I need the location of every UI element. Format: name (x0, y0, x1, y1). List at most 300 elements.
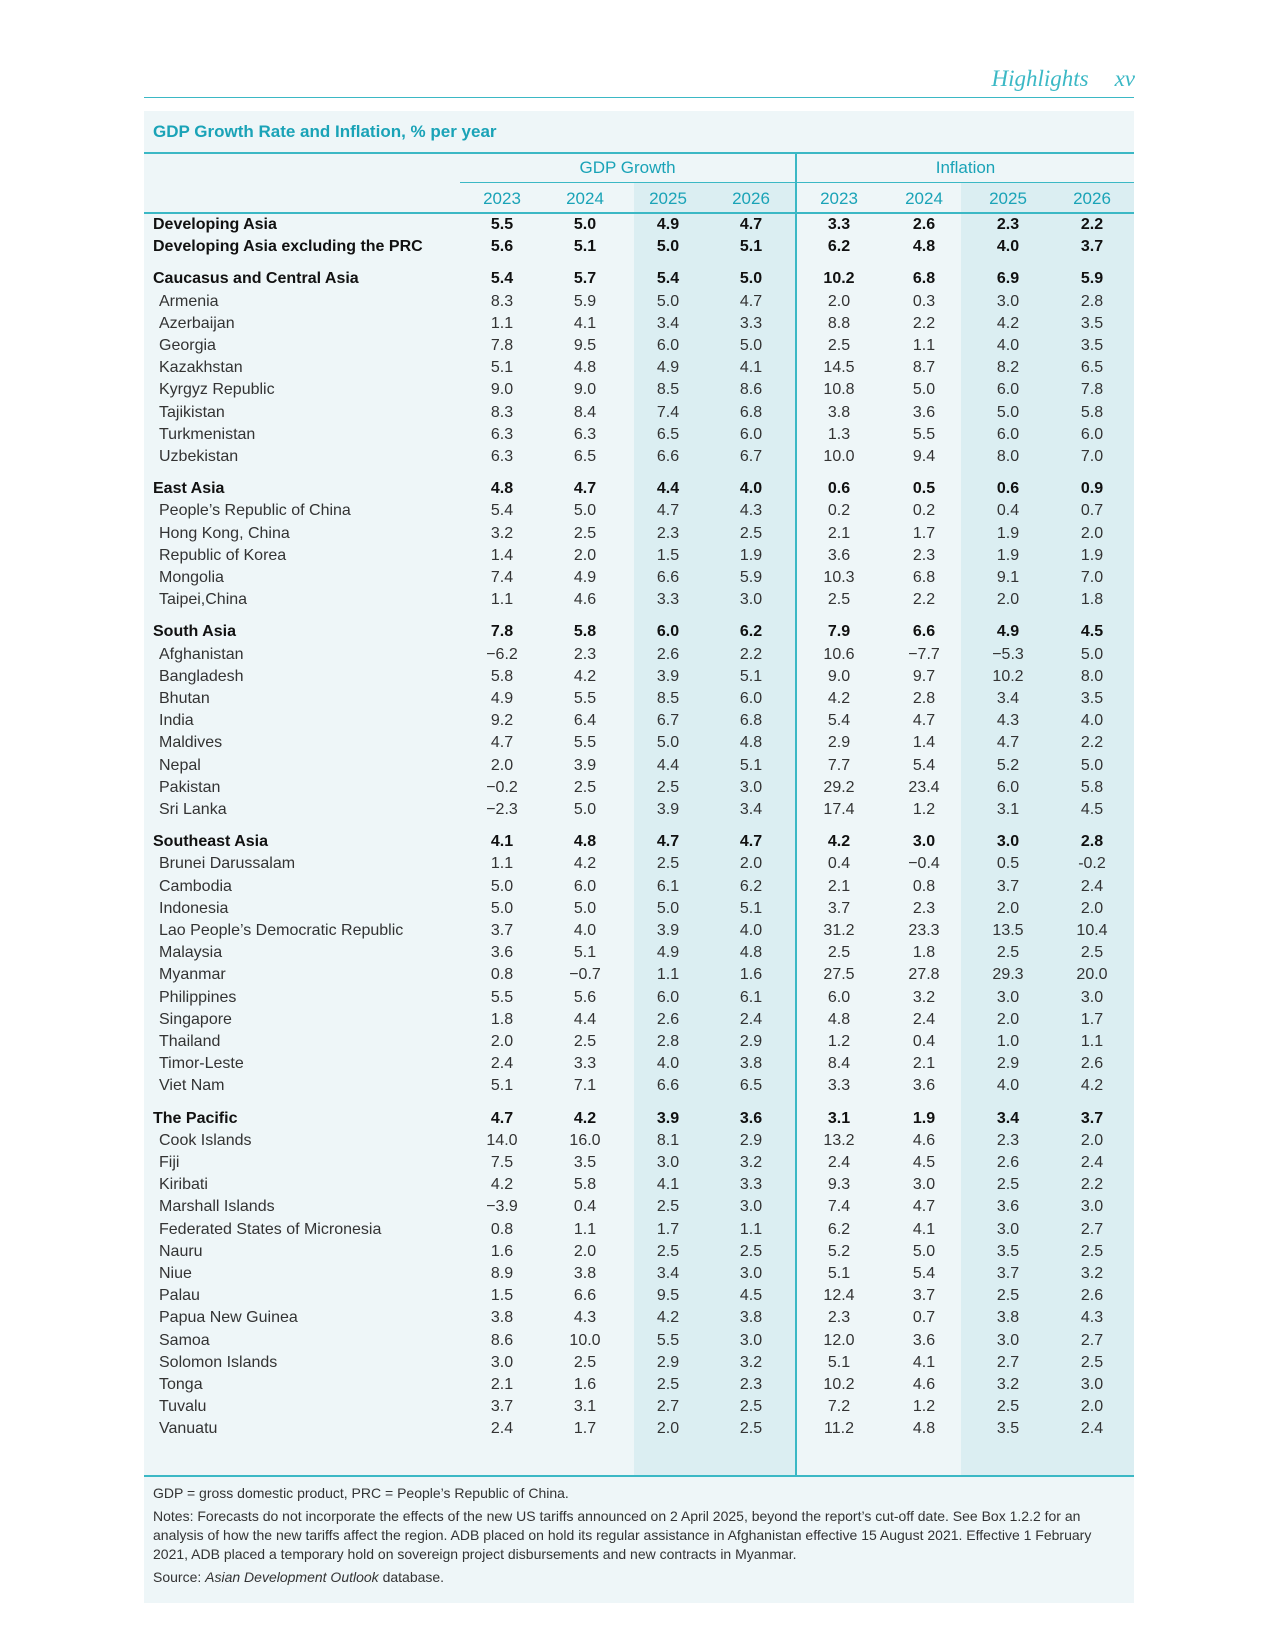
section-name: Highlights (991, 66, 1089, 91)
table-cell: 4.2 (1080, 1077, 1104, 1094)
table-cell: 2.4 (739, 1011, 763, 1028)
row-label: Armenia (159, 293, 219, 310)
row-label: Singapore (159, 1011, 232, 1028)
table-cell: 1.9 (996, 547, 1020, 564)
table-cell: 2.9 (656, 1354, 680, 1371)
table-cell: 2.5 (827, 337, 851, 354)
table-cell: 3.1 (573, 1398, 597, 1415)
table-cell: 2.5 (996, 1287, 1020, 1304)
table-cell: 3.0 (1080, 1198, 1104, 1215)
table-cell: 4.4 (656, 480, 680, 497)
table-cell: 5.2 (827, 1243, 851, 1260)
table-cell: 2.3 (996, 1132, 1020, 1149)
table-cell: 10.2 (823, 270, 855, 287)
table-cell: 2.5 (996, 1398, 1020, 1415)
table-cell: 10.4 (1076, 922, 1108, 939)
table-cell: 3.7 (996, 878, 1020, 895)
table-row (0, 268, 1275, 290)
table-cell: 8.2 (996, 359, 1020, 376)
table-cell: 3.7 (827, 900, 851, 917)
table-cell: 3.8 (996, 1309, 1020, 1326)
table-row (0, 500, 1275, 522)
table-cell: −0.7 (569, 966, 601, 983)
table-row (0, 1285, 1275, 1307)
table-cell: 9.5 (656, 1287, 680, 1304)
table-cell: 0.6 (996, 480, 1020, 497)
row-label: Myanmar (159, 966, 226, 983)
row-label: Uzbekistan (159, 448, 239, 465)
table-cell: 8.6 (739, 381, 763, 398)
table-row (0, 1263, 1275, 1285)
table-cell: 4.2 (827, 833, 851, 850)
table-cell: 1.1 (739, 1221, 763, 1238)
table-row (0, 236, 1275, 258)
row-label: Developing Asia excluding the PRC (153, 238, 423, 255)
table-cell: 2.5 (656, 1243, 680, 1260)
row-label: Republic of Korea (159, 547, 287, 564)
table-cell: 3.4 (739, 801, 763, 818)
table-row (0, 379, 1275, 401)
table-cell: 5.0 (573, 502, 597, 519)
table-cell: 5.8 (573, 623, 597, 640)
table-cell: 6.5 (739, 1077, 763, 1094)
table-cell: 8.3 (490, 404, 514, 421)
table-cell: 27.8 (908, 966, 940, 983)
table-cell: 0.8 (912, 878, 936, 895)
table-cell: 6.0 (656, 623, 680, 640)
table-cell: 5.1 (573, 238, 597, 255)
year-header: 2025 (989, 189, 1027, 208)
row-label: Viet Nam (159, 1077, 225, 1094)
table-cell: 6.2 (827, 238, 851, 255)
table-cell: 4.1 (656, 1176, 680, 1193)
table-cell: 5.7 (573, 270, 597, 287)
table-row (0, 1352, 1275, 1374)
table-row (0, 898, 1275, 920)
table-row (0, 567, 1275, 589)
table-cell: 5.5 (490, 216, 514, 233)
table-cell: 2.6 (912, 216, 936, 233)
table-cell: 7.7 (827, 757, 851, 774)
table-cell: 9.4 (912, 448, 936, 465)
table-cell: 20.0 (1076, 966, 1108, 983)
table-cell: 6.0 (739, 690, 763, 707)
table-cell: 5.8 (490, 668, 514, 685)
table-cell: 4.6 (912, 1132, 936, 1149)
table-row (0, 357, 1275, 379)
table-row (0, 545, 1275, 567)
table-cell: 2.0 (996, 591, 1020, 608)
table-cell: 3.9 (656, 1110, 680, 1127)
table-cell: 2.6 (996, 1154, 1020, 1171)
row-label: Indonesia (159, 900, 229, 917)
table-cell: 3.5 (1080, 337, 1104, 354)
table-row (0, 688, 1275, 710)
table-cell: 5.1 (573, 944, 597, 961)
table-cell: 0.3 (912, 293, 936, 310)
table-bottom-rule (144, 1475, 1134, 1477)
table-cell: 29.2 (823, 779, 855, 796)
table-cell: 1.7 (912, 525, 936, 542)
table-cell: 2.7 (656, 1398, 680, 1415)
group-header-gdp: GDP Growth (579, 158, 676, 177)
table-row (0, 1075, 1275, 1097)
table-row (0, 214, 1275, 236)
table-cell: 2.0 (996, 900, 1020, 917)
table-row (0, 1418, 1275, 1440)
table-cell: −2.3 (486, 801, 518, 818)
table-cell: 3.0 (656, 1154, 680, 1171)
table-cell: 5.0 (912, 381, 936, 398)
table-cell: 7.2 (827, 1398, 851, 1415)
table-cell: 2.0 (573, 1243, 597, 1260)
table-cell: 5.5 (656, 1332, 680, 1349)
row-label: Federated States of Micronesia (159, 1221, 382, 1238)
table-cell: 4.8 (912, 238, 936, 255)
table-notes (153, 1484, 1125, 1591)
year-header: 2024 (905, 189, 943, 208)
table-row (0, 710, 1275, 732)
table-cell: 3.2 (490, 525, 514, 542)
row-label: The Pacific (153, 1110, 238, 1127)
table-cell: 4.3 (739, 502, 763, 519)
table-row (0, 1031, 1275, 1053)
table-cell: 4.0 (739, 922, 763, 939)
source-title: Asian Development Outlook (205, 1569, 379, 1585)
table-cell: 3.5 (1080, 690, 1104, 707)
table-cell: 5.1 (739, 757, 763, 774)
table-cell: 4.0 (656, 1055, 680, 1072)
table-cell: 5.0 (656, 734, 680, 751)
table-cell: 2.5 (739, 525, 763, 542)
table-cell: 2.5 (996, 1176, 1020, 1193)
table-cell: 6.6 (573, 1287, 597, 1304)
table-row (0, 666, 1275, 688)
table-cell: 0.7 (912, 1309, 936, 1326)
table-cell: 9.3 (827, 1176, 851, 1193)
table-cell: 4.8 (573, 359, 597, 376)
table-cell: 3.7 (490, 922, 514, 939)
table-row (0, 920, 1275, 942)
table-cell: 3.1 (827, 1110, 851, 1127)
table-cell: 5.0 (573, 801, 597, 818)
table-cell: 3.5 (996, 1243, 1020, 1260)
table-cell: 4.7 (490, 734, 514, 751)
table-cell: 2.2 (1080, 216, 1104, 233)
row-label: South Asia (153, 623, 236, 640)
table-cell: 3.0 (1080, 1376, 1104, 1393)
table-cell: 4.4 (656, 757, 680, 774)
table-cell: 2.3 (912, 547, 936, 564)
table-cell: 2.4 (827, 1154, 851, 1171)
table-cell: 3.5 (573, 1154, 597, 1171)
table-cell: 7.8 (1080, 381, 1104, 398)
table-row (0, 964, 1275, 986)
table-cell: 5.0 (739, 337, 763, 354)
table-cell: 1.7 (1080, 1011, 1104, 1028)
table-cell: 2.4 (1080, 878, 1104, 895)
table-title: GDP Growth Rate and Inflation, % per year (153, 122, 497, 141)
table-cell: 3.1 (996, 801, 1020, 818)
table-row (0, 313, 1275, 335)
table-cell: 1.4 (912, 734, 936, 751)
table-cell: 1.1 (490, 315, 514, 332)
table-cell: 0.7 (1080, 502, 1104, 519)
table-cell: 6.6 (656, 1077, 680, 1094)
table-cell: 2.1 (912, 1055, 936, 1072)
row-label: Tuvalu (159, 1398, 207, 1415)
table-cell: 2.0 (1080, 1398, 1104, 1415)
table-cell: 2.0 (490, 1033, 514, 1050)
table-cell: 0.6 (827, 480, 851, 497)
table-cell: 4.7 (739, 216, 763, 233)
table-cell: 3.8 (827, 404, 851, 421)
table-cell: 2.5 (573, 1354, 597, 1371)
table-cell: 3.4 (996, 690, 1020, 707)
table-cell: −5.3 (992, 646, 1024, 663)
row-label: Papua New Guinea (159, 1309, 298, 1326)
table-cell: 6.7 (656, 712, 680, 729)
table-cell: 4.2 (573, 855, 597, 872)
table-cell: 5.0 (996, 404, 1020, 421)
table-cell: 4.5 (1080, 801, 1104, 818)
table-cell: 0.4 (912, 1033, 936, 1050)
table-cell: 10.0 (823, 448, 855, 465)
table-cell: 4.8 (739, 734, 763, 751)
table-cell: 9.0 (827, 668, 851, 685)
table-cell: 2.8 (1080, 293, 1104, 310)
table-cell: 2.0 (996, 1011, 1020, 1028)
table-cell: 2.9 (996, 1055, 1020, 1072)
table-cell: 4.7 (912, 712, 936, 729)
table-cell: 3.9 (656, 668, 680, 685)
table-cell: −6.2 (486, 646, 518, 663)
table-cell: 2.3 (996, 216, 1020, 233)
table-cell: 3.6 (912, 1332, 936, 1349)
table-cell: 6.6 (656, 569, 680, 586)
table-cell: 7.5 (490, 1154, 514, 1171)
table-row (0, 777, 1275, 799)
table-cell: 1.1 (573, 1221, 597, 1238)
table-cell: 10.2 (992, 668, 1024, 685)
table-cell: 6.0 (996, 426, 1020, 443)
table-cell: 14.5 (823, 359, 855, 376)
table-cell: 4.5 (1080, 623, 1104, 640)
table-cell: 5.0 (1080, 757, 1104, 774)
table-cell: 5.9 (1080, 270, 1104, 287)
table-cell: 6.0 (996, 779, 1020, 796)
table-cell: 9.5 (573, 337, 597, 354)
row-label: Developing Asia (153, 216, 277, 233)
table-cell: 5.4 (656, 270, 680, 287)
row-label: Kyrgyz Republic (159, 381, 275, 398)
table-row (0, 1174, 1275, 1196)
table-cell: 4.8 (573, 833, 597, 850)
table-cell: 5.5 (573, 734, 597, 751)
table-cell: 3.3 (827, 216, 851, 233)
row-label: Nepal (159, 757, 201, 774)
table-cell: 8.7 (912, 359, 936, 376)
year-header: 2024 (566, 189, 604, 208)
table-cell: 12.0 (823, 1332, 855, 1349)
table-cell: 2.7 (1080, 1332, 1104, 1349)
table-cell: 1.9 (996, 525, 1020, 542)
table-cell: 5.0 (739, 270, 763, 287)
table-row (0, 755, 1275, 777)
table-cell: 4.7 (490, 1110, 514, 1127)
table-cell: 3.0 (996, 1332, 1020, 1349)
table-cell: 2.3 (827, 1309, 851, 1326)
table-cell: 2.2 (1080, 1176, 1104, 1193)
row-label: Lao People’s Democratic Republic (159, 922, 404, 939)
table-cell: 3.3 (656, 591, 680, 608)
table-cell: 3.4 (996, 1110, 1020, 1127)
table-cell: 4.7 (912, 1198, 936, 1215)
table-cell: 6.6 (912, 623, 936, 640)
table-cell: 6.0 (656, 989, 680, 1006)
table-cell: 5.1 (490, 359, 514, 376)
table-cell: 4.7 (656, 833, 680, 850)
table-cell: 10.3 (823, 569, 855, 586)
table-cell: 1.9 (1080, 547, 1104, 564)
table-cell: 7.8 (490, 337, 514, 354)
table-cell: 29.3 (992, 966, 1024, 983)
table-cell: 12.4 (823, 1287, 855, 1304)
table-cell: 4.0 (996, 238, 1020, 255)
table-cell: 2.5 (1080, 1243, 1104, 1260)
table-cell: 5.5 (573, 690, 597, 707)
row-label: Vanuatu (159, 1420, 218, 1437)
table-cell: 17.4 (823, 801, 855, 818)
table-cell: 4.2 (996, 315, 1020, 332)
table-cell: 1.7 (656, 1221, 680, 1238)
table-cell: 4.3 (573, 1309, 597, 1326)
table-cell: 6.8 (739, 712, 763, 729)
table-cell: 4.9 (996, 623, 1020, 640)
table-cell: 9.7 (912, 668, 936, 685)
table-cell: 4.8 (912, 1420, 936, 1437)
table-cell: 4.9 (656, 944, 680, 961)
table-row (0, 1196, 1275, 1218)
table-cell: 3.2 (996, 1376, 1020, 1393)
table-cell: 4.7 (573, 480, 597, 497)
table-cell: 2.2 (912, 591, 936, 608)
row-label: Samoa (159, 1332, 210, 1349)
table-cell: 4.9 (656, 216, 680, 233)
row-label: Afghanistan (159, 646, 244, 663)
table-cell: 5.8 (573, 1176, 597, 1193)
table-cell: 2.5 (996, 944, 1020, 961)
table-cell: 5.4 (912, 757, 936, 774)
row-label: India (159, 712, 194, 729)
row-label: Maldives (159, 734, 223, 751)
table-cell: 3.0 (912, 833, 936, 850)
table-cell: 3.4 (656, 315, 680, 332)
table-cell: 5.0 (573, 900, 597, 917)
table-cell: 0.8 (490, 1221, 514, 1238)
table-cell: 8.0 (1080, 668, 1104, 685)
table-cell: 2.3 (656, 525, 680, 542)
table-cell: 2.2 (1080, 734, 1104, 751)
table-cell: 1.1 (912, 337, 936, 354)
table-cell: 9.0 (490, 381, 514, 398)
table-cell: 2.0 (573, 547, 597, 564)
table-cell: 8.4 (827, 1055, 851, 1072)
table-cell: 3.9 (656, 801, 680, 818)
table-row (0, 1130, 1275, 1152)
table-cell: 2.3 (912, 900, 936, 917)
table-cell: 2.0 (739, 855, 763, 872)
table-row (0, 523, 1275, 545)
row-label: Mongolia (159, 569, 224, 586)
row-label: Georgia (159, 337, 216, 354)
table-cell: 1.7 (573, 1420, 597, 1437)
year-header: 2026 (1073, 189, 1111, 208)
table-cell: 3.4 (656, 1265, 680, 1282)
table-cell: 3.7 (996, 1265, 1020, 1282)
table-cell: 1.2 (827, 1033, 851, 1050)
table-cell: 3.2 (739, 1354, 763, 1371)
table-cell: 6.3 (573, 426, 597, 443)
table-cell: 3.7 (490, 1398, 514, 1415)
table-cell: 5.4 (827, 712, 851, 729)
table-cell: 1.2 (912, 1398, 936, 1415)
table-cell: 1.2 (912, 801, 936, 818)
table-cell: 8.4 (573, 404, 597, 421)
table-cell: 8.6 (490, 1332, 514, 1349)
table-cell: -0.2 (1078, 855, 1106, 872)
table-cell: 5.0 (656, 238, 680, 255)
table-cell: 2.8 (912, 690, 936, 707)
table-cell: 5.8 (1080, 779, 1104, 796)
table-cell: 5.4 (490, 502, 514, 519)
table-cell: 2.5 (656, 855, 680, 872)
table-cell: 2.5 (656, 779, 680, 796)
table-row (0, 621, 1275, 643)
table-cell: 2.5 (1080, 944, 1104, 961)
table-cell: 5.0 (656, 293, 680, 310)
table-cell: 2.8 (1080, 833, 1104, 850)
table-cell: 13.2 (823, 1132, 855, 1149)
table-row (0, 1330, 1275, 1352)
table-cell: 7.4 (827, 1198, 851, 1215)
table-cell: 5.1 (739, 238, 763, 255)
row-label: Hong Kong, China (159, 525, 290, 542)
table-cell: 4.2 (573, 668, 597, 685)
table-cell: 1.4 (490, 547, 514, 564)
table-cell: 3.2 (912, 989, 936, 1006)
table-cell: 3.9 (656, 922, 680, 939)
table-cell: 6.0 (573, 878, 597, 895)
table-cell: 6.1 (739, 989, 763, 1006)
table-row (0, 876, 1275, 898)
table-cell: 9.1 (996, 569, 1020, 586)
table-cell: 3.0 (912, 1176, 936, 1193)
table-cell: 5.8 (1080, 404, 1104, 421)
table-cell: 3.0 (490, 1354, 514, 1371)
table-cell: 1.1 (656, 966, 680, 983)
table-cell: 4.3 (996, 712, 1020, 729)
table-cell: 5.2 (996, 757, 1020, 774)
table-cell: 2.6 (1080, 1055, 1104, 1072)
table-cell: 8.5 (656, 690, 680, 707)
table-cell: 6.2 (739, 878, 763, 895)
table-cell: 1.6 (573, 1376, 597, 1393)
row-label: Timor-Leste (159, 1055, 244, 1072)
table-cell: 4.0 (996, 337, 1020, 354)
table-cell: 5.6 (490, 238, 514, 255)
table-cell: 3.0 (996, 833, 1020, 850)
